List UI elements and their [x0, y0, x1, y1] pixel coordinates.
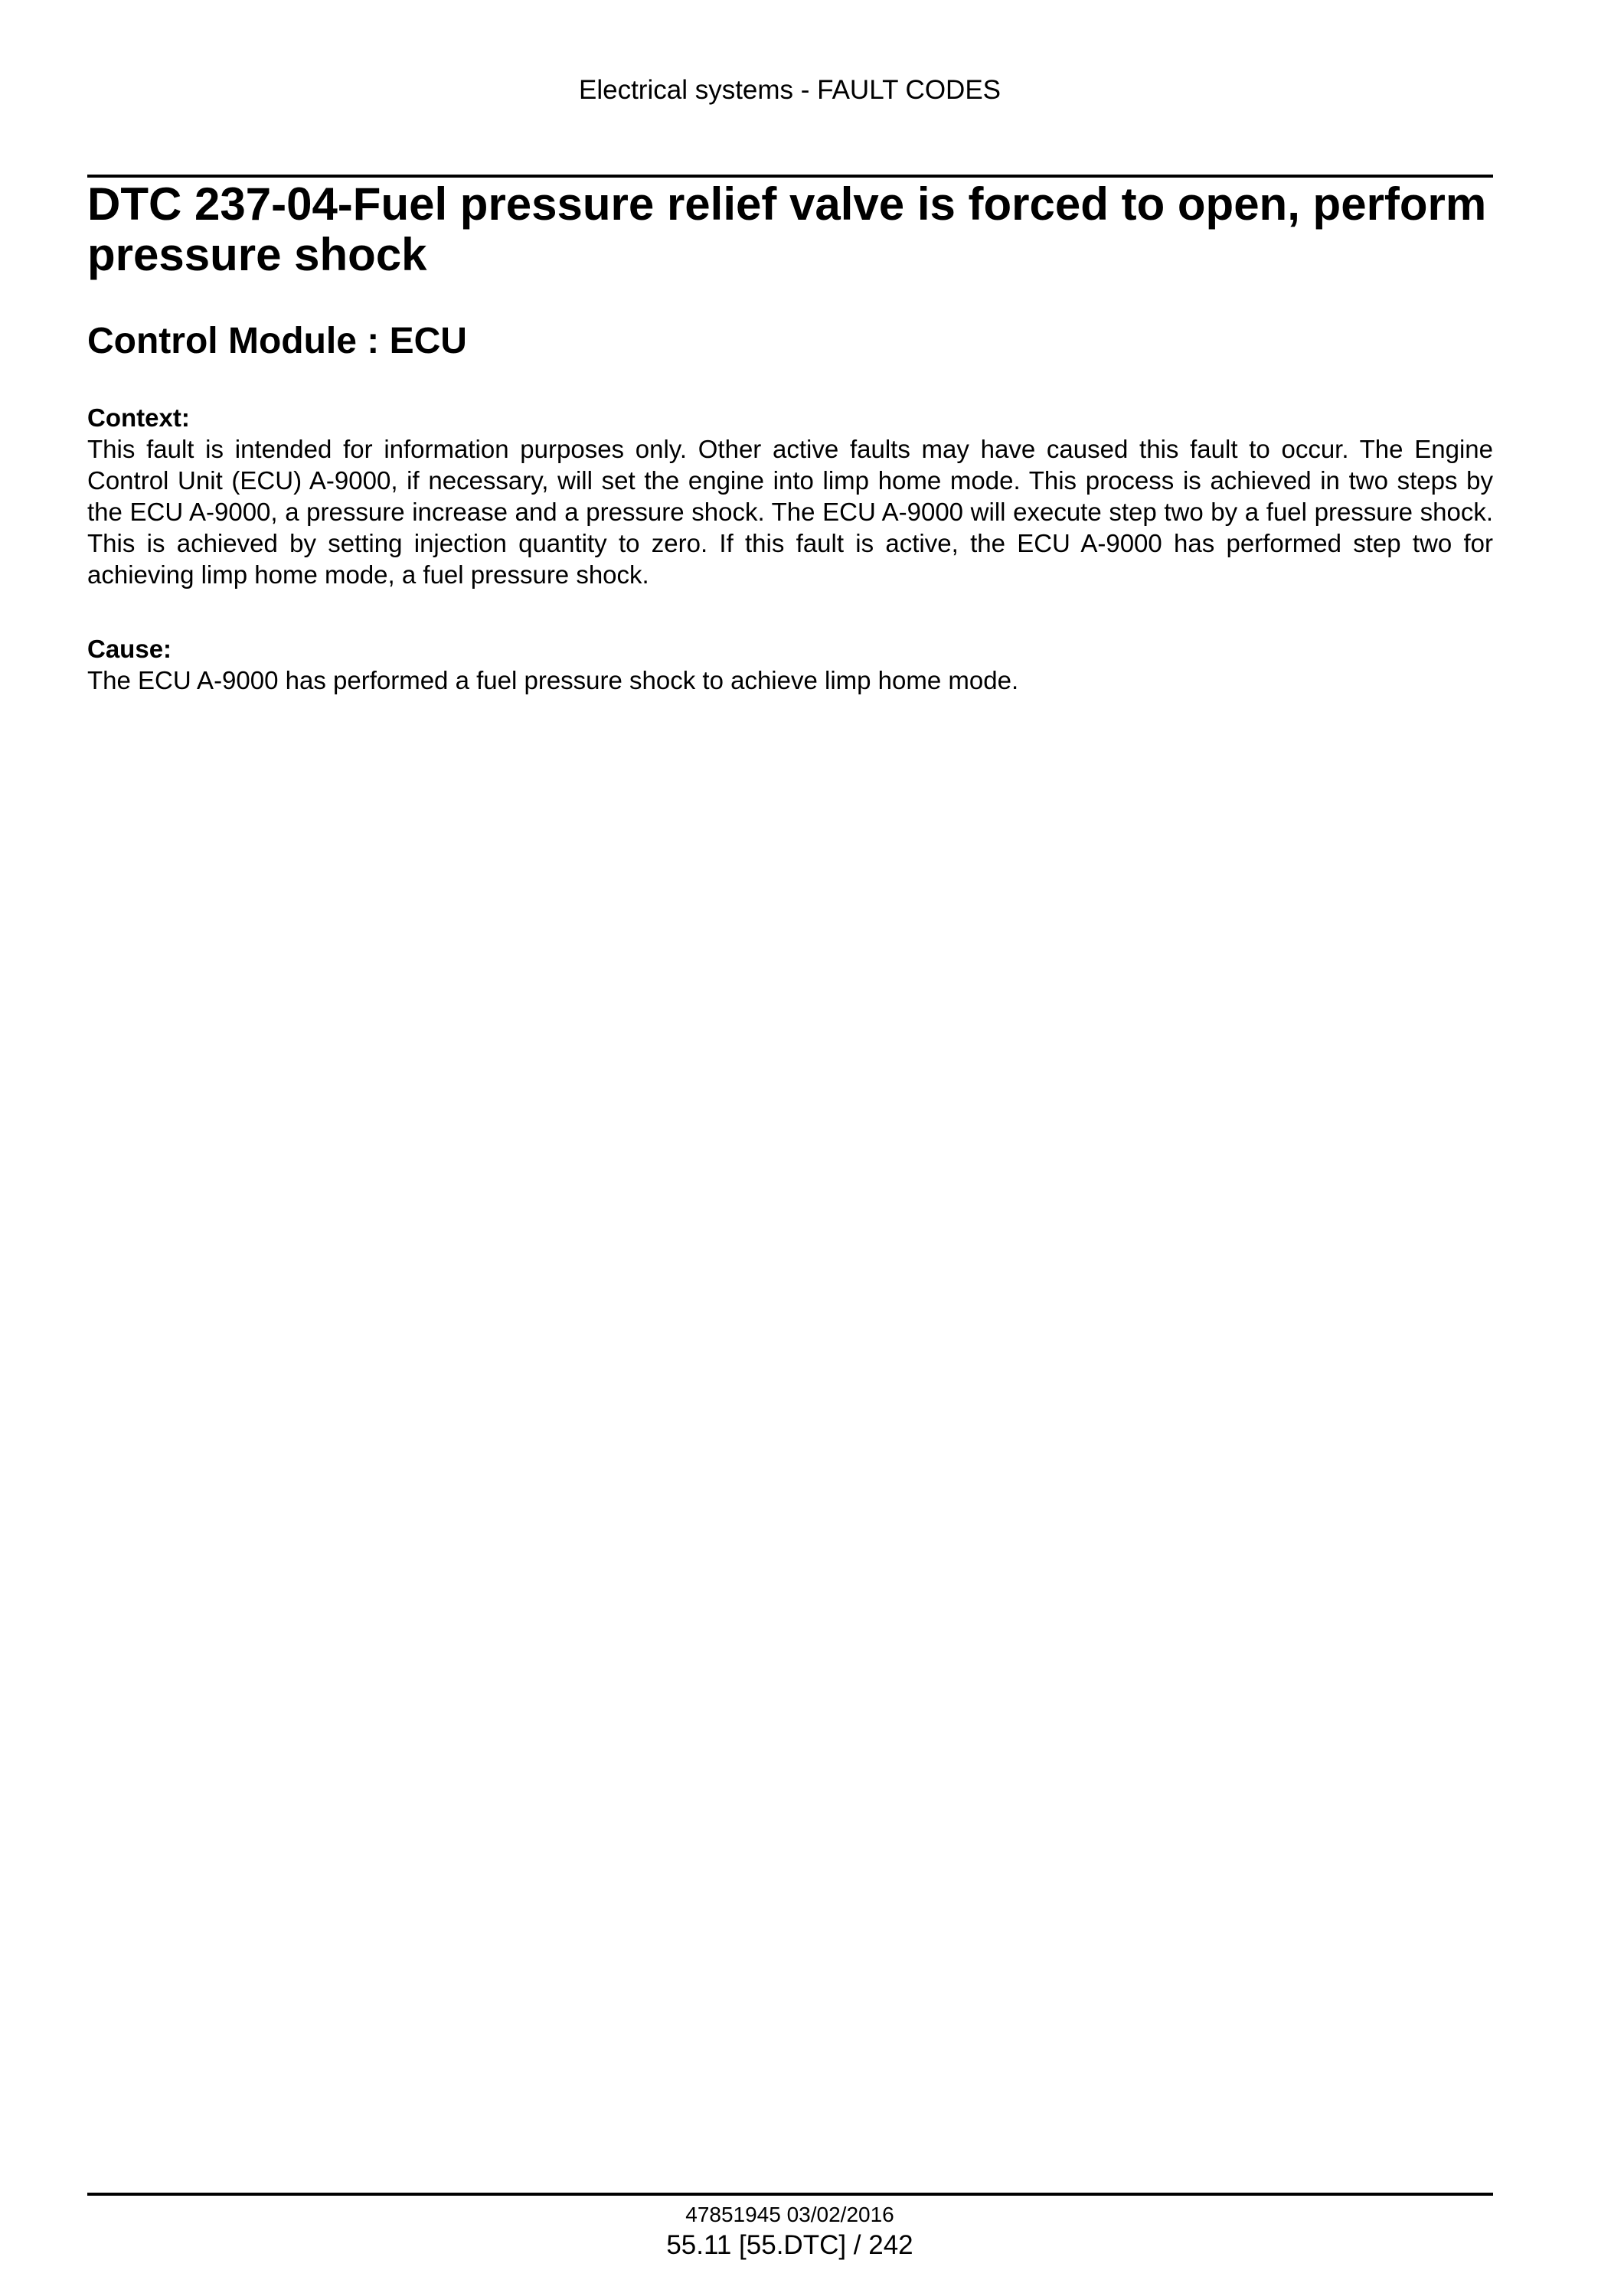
- control-module-heading: Control Module : ECU: [87, 321, 467, 361]
- cause-heading: Cause:: [87, 635, 172, 663]
- page-title: DTC 237-04-Fuel pressure relief valve is forced to open, perform pressure shock: [87, 178, 1487, 280]
- context-body: This fault is intended for information purposes only. Other active faults may have caused this fault to occur. The Engine Control Unit (ECU) A-9000, if necessary, will set the engine into limp home mode. This process is achieved in two steps by the ECU A-9000, a pressure increase and a pressure shock. The ECU A-9000 will execute step two by a fuel pressure shock. This is achieved by setting injection quantity to zero. If this fault is active, the ECU A-9000 has performed step two for achieving limp home mode, a fuel pressure shock.: [87, 435, 1493, 589]
- running-header: Electrical systems - FAULT CODES: [578, 75, 1002, 105]
- document-reference: 47851945 03/02/2016: [685, 2203, 894, 2226]
- context-heading: Context:: [87, 403, 190, 432]
- context-section: [87, 402, 1493, 590]
- top-divider: [87, 175, 1493, 178]
- cause-section: [87, 633, 1493, 696]
- page-number: 55.11 [55.DTC] / 242: [666, 2230, 913, 2260]
- bottom-divider: [87, 2193, 1493, 2196]
- cause-body: The ECU A-9000 has performed a fuel pressure shock to achieve limp home mode.: [87, 666, 1019, 694]
